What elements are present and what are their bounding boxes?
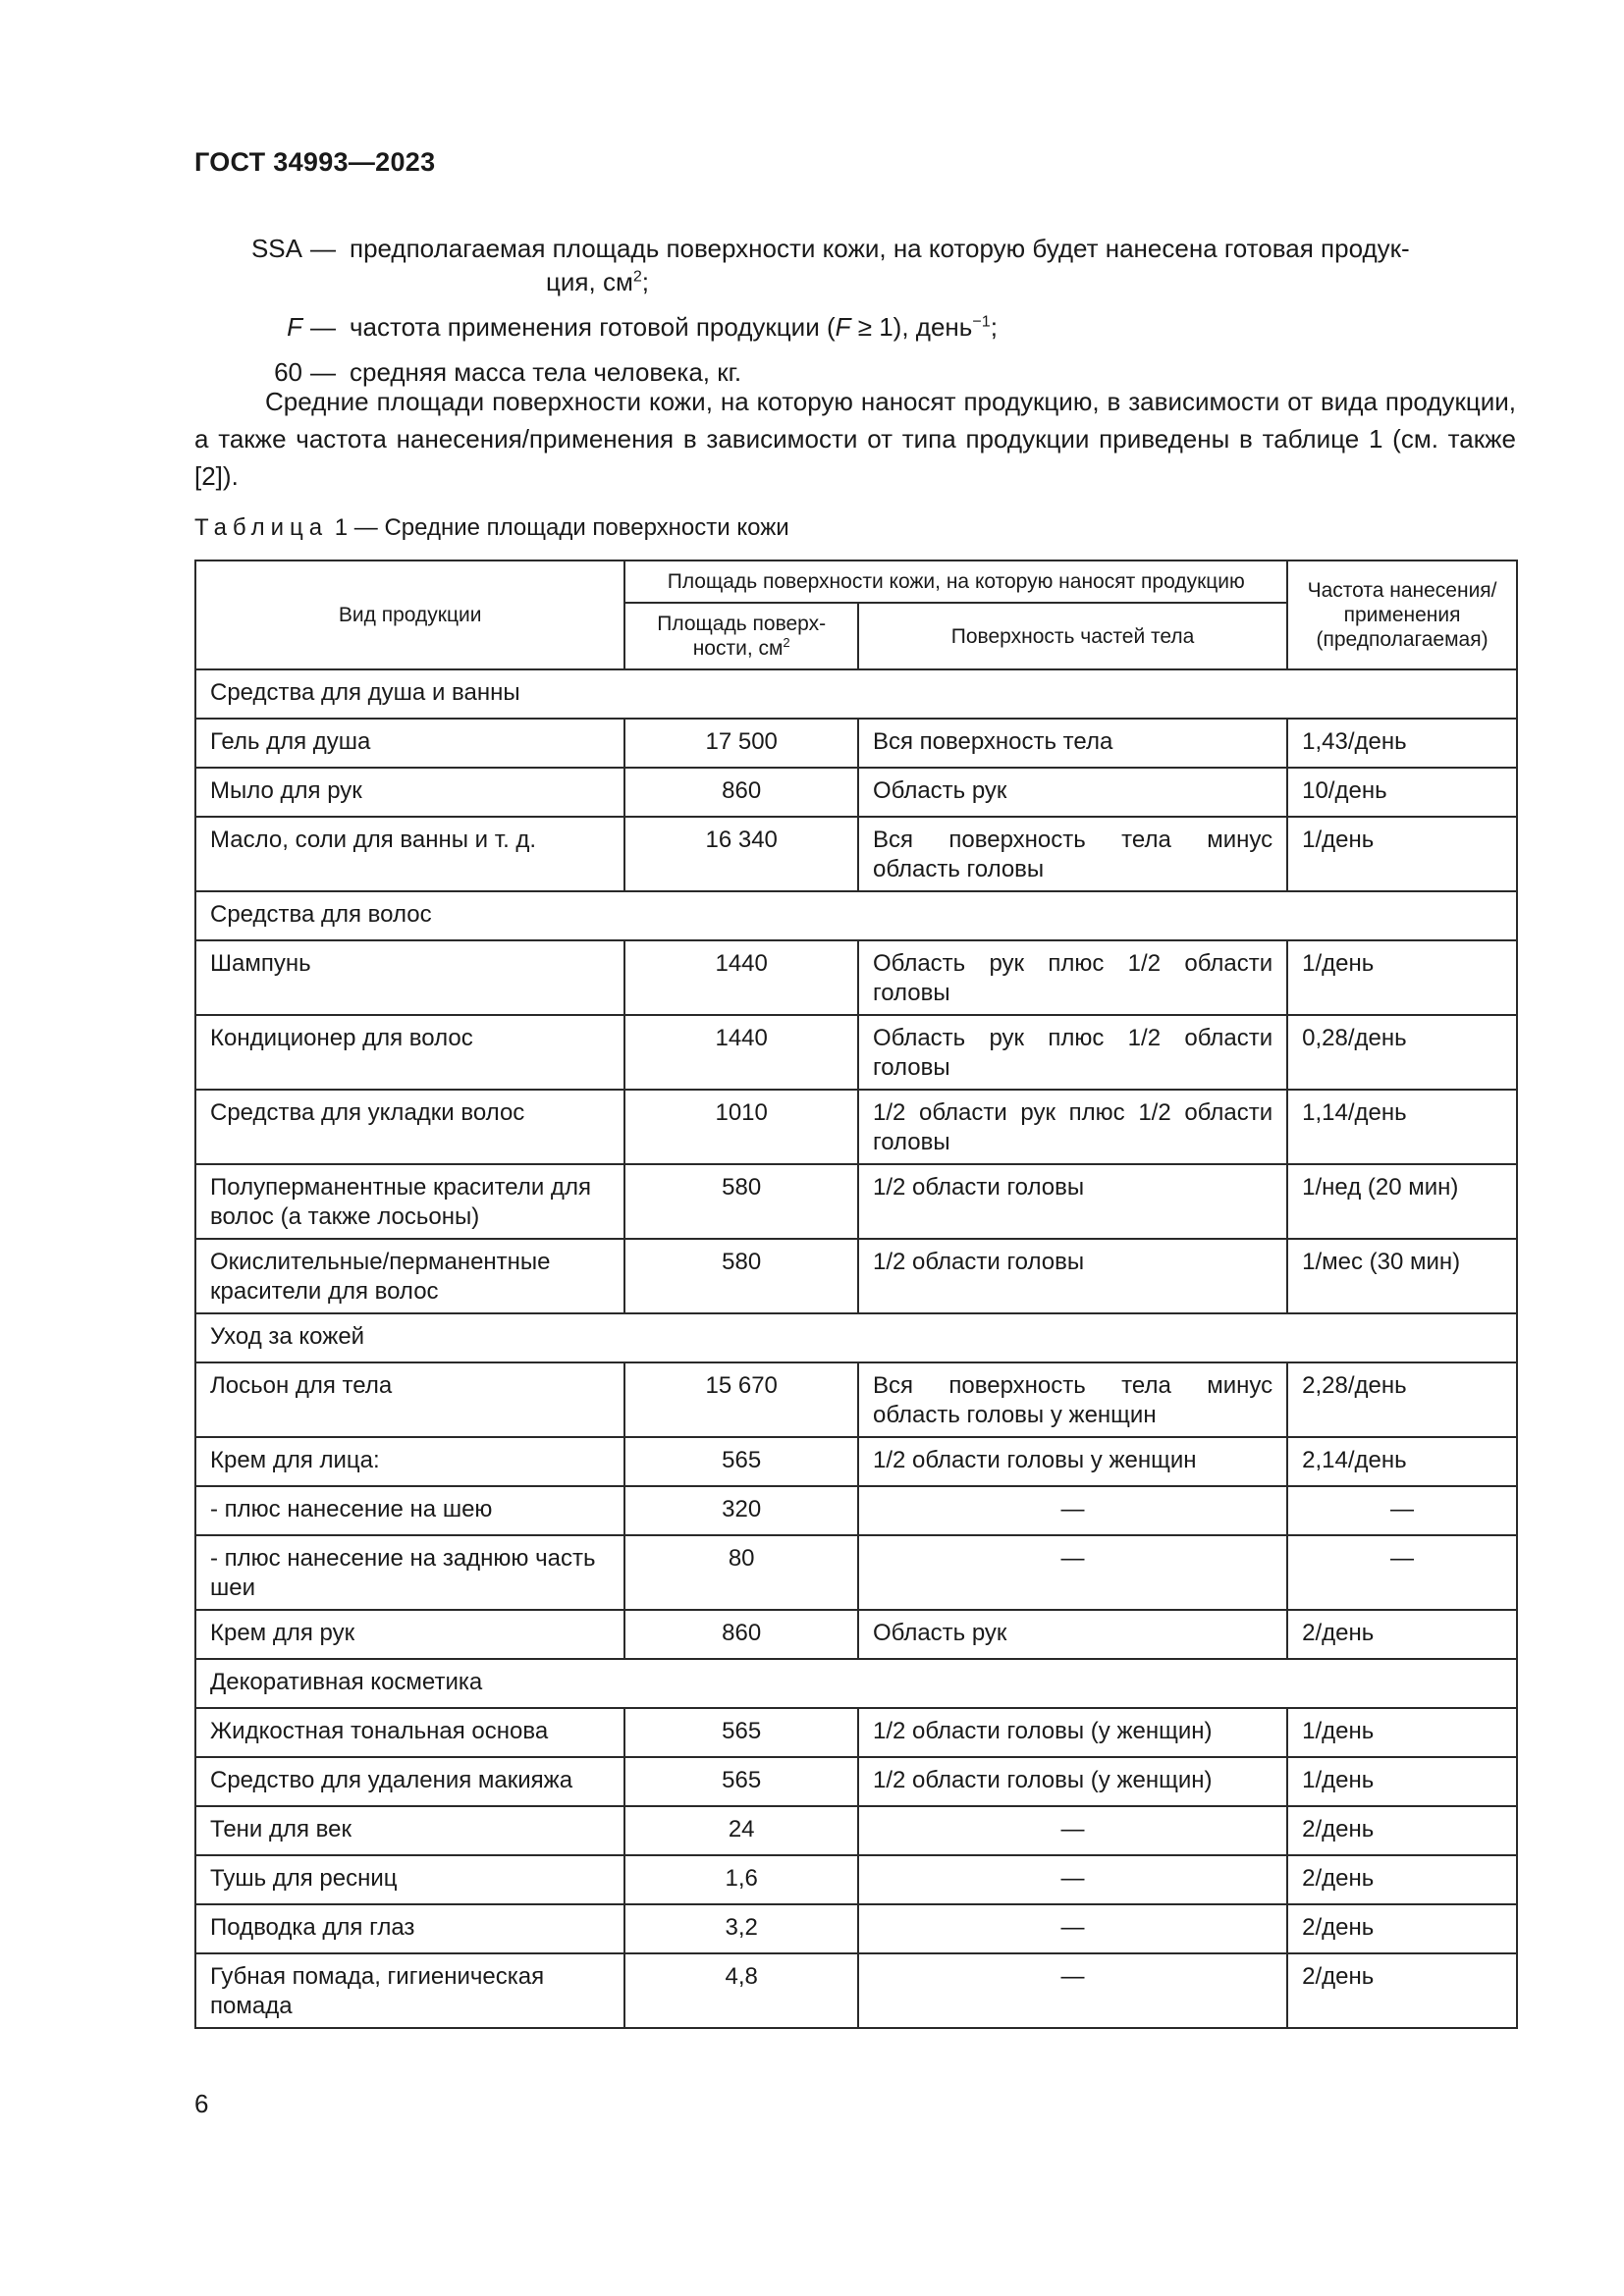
cell-body-parts: Вся поверхность тела минус область головы у женщин	[858, 1362, 1287, 1437]
cell-area: 860	[624, 1610, 858, 1659]
page-number: 6	[194, 2089, 209, 2118]
document-header: ГОСТ 34993—2023	[194, 147, 436, 177]
definition-text	[350, 232, 1516, 298]
header-area-value: Площадь поверх-ности, $см^2$	[624, 603, 858, 669]
definition-symbol: SSA	[250, 234, 302, 263]
intro-paragraph: Средние площади поверхности кожи, на которую наносят продукцию, в зависимости от вида продукции, а также частота нанесения/применения в зависимости от типа продукции приведены в таблице 1 (см. также [2]).	[194, 387, 1516, 491]
section-row	[195, 1659, 1517, 1708]
cell-frequency: 0,28/день	[1287, 1015, 1517, 1090]
cell-body-parts: 1/2 области головы (у женщин)	[858, 1708, 1287, 1757]
table-row	[195, 719, 1517, 768]
cell-frequency: —	[1287, 1486, 1517, 1535]
cell-area: 4,8	[624, 1953, 858, 2028]
cell-frequency: 10/день	[1287, 768, 1517, 817]
cell-frequency: 1/день	[1287, 940, 1517, 1015]
table-body	[195, 669, 1517, 2028]
cell-product: Крем для рук	[195, 1610, 624, 1659]
section-title: Декоративная косметика	[195, 1659, 1517, 1708]
table-row	[195, 940, 1517, 1015]
cell-area: 24	[624, 1806, 858, 1855]
table-row	[195, 768, 1517, 817]
table-row	[195, 1953, 1517, 2028]
header-area-group: Площадь поверхности кожи, на которую наносят продукцию	[624, 561, 1287, 603]
cell-area: 1440	[624, 1015, 858, 1090]
cell-body-parts: —	[858, 1953, 1287, 2028]
header-body-parts: Поверхность частей тела	[858, 603, 1287, 669]
cell-frequency: —	[1287, 1535, 1517, 1610]
cell-area: 860	[624, 768, 858, 817]
definition-symbol: 60	[274, 357, 302, 387]
cell-frequency: 1/день	[1287, 1757, 1517, 1806]
table-row	[195, 817, 1517, 891]
cell-frequency: 2/день	[1287, 1953, 1517, 2028]
cell-product: Подводка для глаз	[195, 1904, 624, 1953]
cell-product: Кондиционер для волос	[195, 1015, 624, 1090]
section-row	[195, 669, 1517, 719]
table-row	[195, 1708, 1517, 1757]
cell-product: Губная помада, гигиеническая помада	[195, 1953, 624, 2028]
cell-body-parts: 1/2 области головы у женщин	[858, 1437, 1287, 1486]
table-row	[195, 1610, 1517, 1659]
cell-product: Крем для лица:	[195, 1437, 624, 1486]
cell-product: Средство для удаления макияжа	[195, 1757, 624, 1806]
cell-frequency: 1/день	[1287, 1708, 1517, 1757]
cell-body-parts: —	[858, 1535, 1287, 1610]
cell-product: Мыло для рук	[195, 768, 624, 817]
table-row	[195, 1437, 1517, 1486]
definition-dash: —	[310, 234, 336, 263]
cell-frequency: 2/день	[1287, 1806, 1517, 1855]
table-row	[195, 1904, 1517, 1953]
definition-ssa	[194, 232, 1516, 298]
cell-area: 80	[624, 1535, 858, 1610]
table-caption: Таблица 1 — Средние площади поверхности кожи	[194, 514, 789, 541]
cell-body-parts: Вся поверхность тела минус область головы	[858, 817, 1287, 891]
definition-dash: —	[310, 357, 336, 387]
cell-frequency: 2/день	[1287, 1610, 1517, 1659]
table-row	[195, 1015, 1517, 1090]
cell-frequency: 2,28/день	[1287, 1362, 1517, 1437]
section-row	[195, 891, 1517, 940]
cell-body-parts: —	[858, 1806, 1287, 1855]
cell-product: Лосьон для тела	[195, 1362, 624, 1437]
table-header-row	[195, 561, 1517, 603]
cell-area: 580	[624, 1164, 858, 1239]
definition-text-line2: ция, $см^2$;	[546, 267, 650, 296]
cell-area: 1,6	[624, 1855, 858, 1904]
cell-frequency: 1/день	[1287, 817, 1517, 891]
header-frequency: Частота нанесения/применения (предполагаемая)	[1287, 561, 1517, 669]
cell-product: Жидкостная тональная основа	[195, 1708, 624, 1757]
table-row	[195, 1164, 1517, 1239]
cell-area: 17 500	[624, 719, 858, 768]
table-row	[195, 1090, 1517, 1164]
symbol-definitions	[194, 232, 1516, 400]
definition-text: частота применения готовой продукции (F ≥ 1), день$^{-1}$;	[350, 312, 998, 342]
cell-area: 565	[624, 1757, 858, 1806]
section-row	[195, 1313, 1517, 1362]
cell-frequency: 2,14/день	[1287, 1437, 1517, 1486]
table-row	[195, 1239, 1517, 1313]
cell-area: 565	[624, 1437, 858, 1486]
cell-body-parts: Область рук плюс 1/2 области головы	[858, 940, 1287, 1015]
table-row	[195, 1855, 1517, 1904]
cell-body-parts: 1/2 области рук плюс 1/2 области головы	[858, 1090, 1287, 1164]
cell-product: Масло, соли для ванны и т. д.	[195, 817, 624, 891]
section-title: Уход за кожей	[195, 1313, 1517, 1362]
cell-area: 580	[624, 1239, 858, 1313]
cell-body-parts: Вся поверхность тела	[858, 719, 1287, 768]
cell-body-parts: 1/2 области головы (у женщин)	[858, 1757, 1287, 1806]
cell-body-parts: Область рук	[858, 768, 1287, 817]
table-row	[195, 1362, 1517, 1437]
cell-product: - плюс нанесение на заднюю часть шеи	[195, 1535, 624, 1610]
cell-product: - плюс нанесение на шею	[195, 1486, 624, 1535]
cell-area: 15 670	[624, 1362, 858, 1437]
cell-body-parts: 1/2 области головы	[858, 1164, 1287, 1239]
cell-product: Гель для душа	[195, 719, 624, 768]
cell-area: 16 340	[624, 817, 858, 891]
cell-product: Тушь для ресниц	[195, 1855, 624, 1904]
cell-area: 320	[624, 1486, 858, 1535]
header-product: Вид продукции	[195, 561, 624, 669]
cell-product: Полуперманентные красители для волос (а также лосьоны)	[195, 1164, 624, 1239]
cell-area: 565	[624, 1708, 858, 1757]
cell-body-parts: 1/2 области головы	[858, 1239, 1287, 1313]
definition-symbol: F	[287, 312, 302, 342]
definition-dash: —	[310, 312, 336, 342]
cell-product: Окислительные/перманентные красители для волос	[195, 1239, 624, 1313]
cell-area: 3,2	[624, 1904, 858, 1953]
table-row	[195, 1486, 1517, 1535]
cell-body-parts: Область рук плюс 1/2 области головы	[858, 1015, 1287, 1090]
cell-frequency: 2/день	[1287, 1855, 1517, 1904]
cell-frequency: 1,43/день	[1287, 719, 1517, 768]
table-row	[195, 1535, 1517, 1610]
section-title: Средства для волос	[195, 891, 1517, 940]
section-title: Средства для душа и ванны	[195, 669, 1517, 719]
definition-text-line1: предполагаемая площадь поверхности кожи, на которую будет нанесена готовая продук-	[350, 234, 1410, 263]
table-row	[195, 1806, 1517, 1855]
definition-text: средняя масса тела человека, кг.	[350, 357, 742, 387]
cell-frequency: 2/день	[1287, 1904, 1517, 1953]
cell-area: 1010	[624, 1090, 858, 1164]
cell-frequency: 1,14/день	[1287, 1090, 1517, 1164]
cell-body-parts: —	[858, 1904, 1287, 1953]
cell-frequency: 1/мес (30 мин)	[1287, 1239, 1517, 1313]
cell-product: Тени для век	[195, 1806, 624, 1855]
cell-body-parts: Область рук	[858, 1610, 1287, 1659]
table-row	[195, 1757, 1517, 1806]
surface-area-table	[194, 560, 1518, 2029]
definition-f	[194, 310, 1516, 344]
cell-body-parts: —	[858, 1486, 1287, 1535]
cell-product: Шампунь	[195, 940, 624, 1015]
cell-frequency: 1/нед (20 мин)	[1287, 1164, 1517, 1239]
cell-product: Средства для укладки волос	[195, 1090, 624, 1164]
cell-area: 1440	[624, 940, 858, 1015]
cell-body-parts: —	[858, 1855, 1287, 1904]
